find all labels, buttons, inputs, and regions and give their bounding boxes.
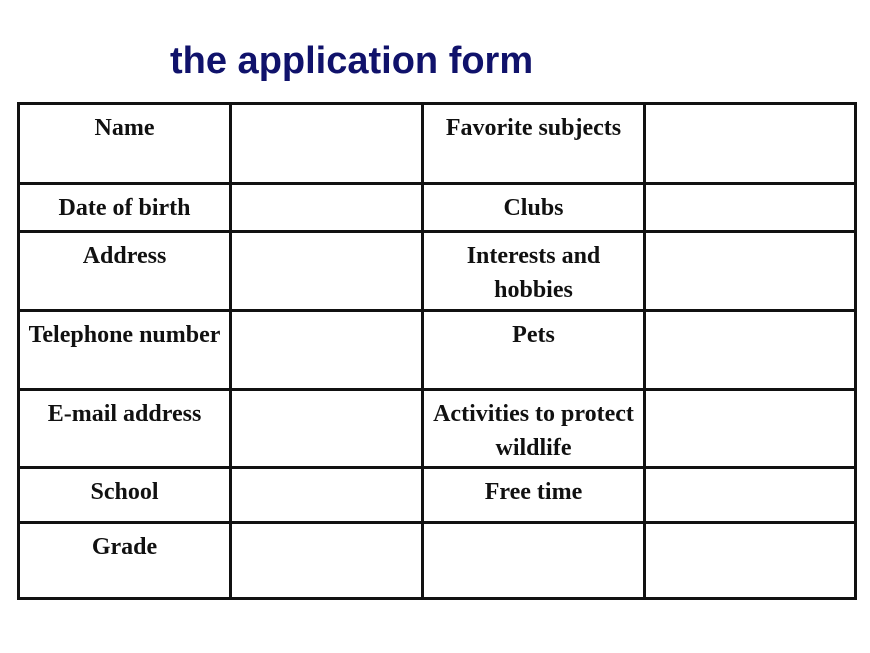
application-form-table: [17, 102, 857, 600]
empty-label-cell: [423, 523, 645, 599]
field-label-telephone-number: Telephone number: [19, 311, 231, 390]
table-row: [19, 390, 856, 468]
field-label-free-time: Free time: [423, 468, 645, 523]
field-value-telephone-number[interactable]: [231, 311, 423, 390]
field-value-favorite-subjects[interactable]: [645, 104, 856, 184]
field-label-address: Address: [19, 232, 231, 311]
field-value-school[interactable]: [231, 468, 423, 523]
field-label-favorite-subjects: Favorite subjects: [423, 104, 645, 184]
empty-value-cell: [645, 523, 856, 599]
field-value-interests-and-hobbies[interactable]: [645, 232, 856, 311]
table-row: [19, 311, 856, 390]
field-value-date-of-birth[interactable]: [231, 184, 423, 232]
field-value-activities-to-protect-wildlife[interactable]: [645, 390, 856, 468]
field-value-name[interactable]: [231, 104, 423, 184]
table-row: [19, 468, 856, 523]
field-value-grade[interactable]: [231, 523, 423, 599]
field-value-pets[interactable]: [645, 311, 856, 390]
field-label-date-of-birth: Date of birth: [19, 184, 231, 232]
field-value-address[interactable]: [231, 232, 423, 311]
field-label-pets: Pets: [423, 311, 645, 390]
field-value-email-address[interactable]: [231, 390, 423, 468]
field-label-name: Name: [19, 104, 231, 184]
field-label-activities-to-protect-wildlife: Activities to protect wildlife: [423, 390, 645, 468]
field-value-clubs[interactable]: [645, 184, 856, 232]
field-label-school: School: [19, 468, 231, 523]
table-row: [19, 184, 856, 232]
field-label-clubs: Clubs: [423, 184, 645, 232]
table-row: [19, 232, 856, 311]
form-title: the application form: [170, 40, 534, 82]
field-label-email-address: E-mail address: [19, 390, 231, 468]
field-label-interests-and-hobbies: Interests and hobbies: [423, 232, 645, 311]
table-row: [19, 104, 856, 184]
table-row: [19, 523, 856, 599]
field-value-free-time[interactable]: [645, 468, 856, 523]
field-label-grade: Grade: [19, 523, 231, 599]
